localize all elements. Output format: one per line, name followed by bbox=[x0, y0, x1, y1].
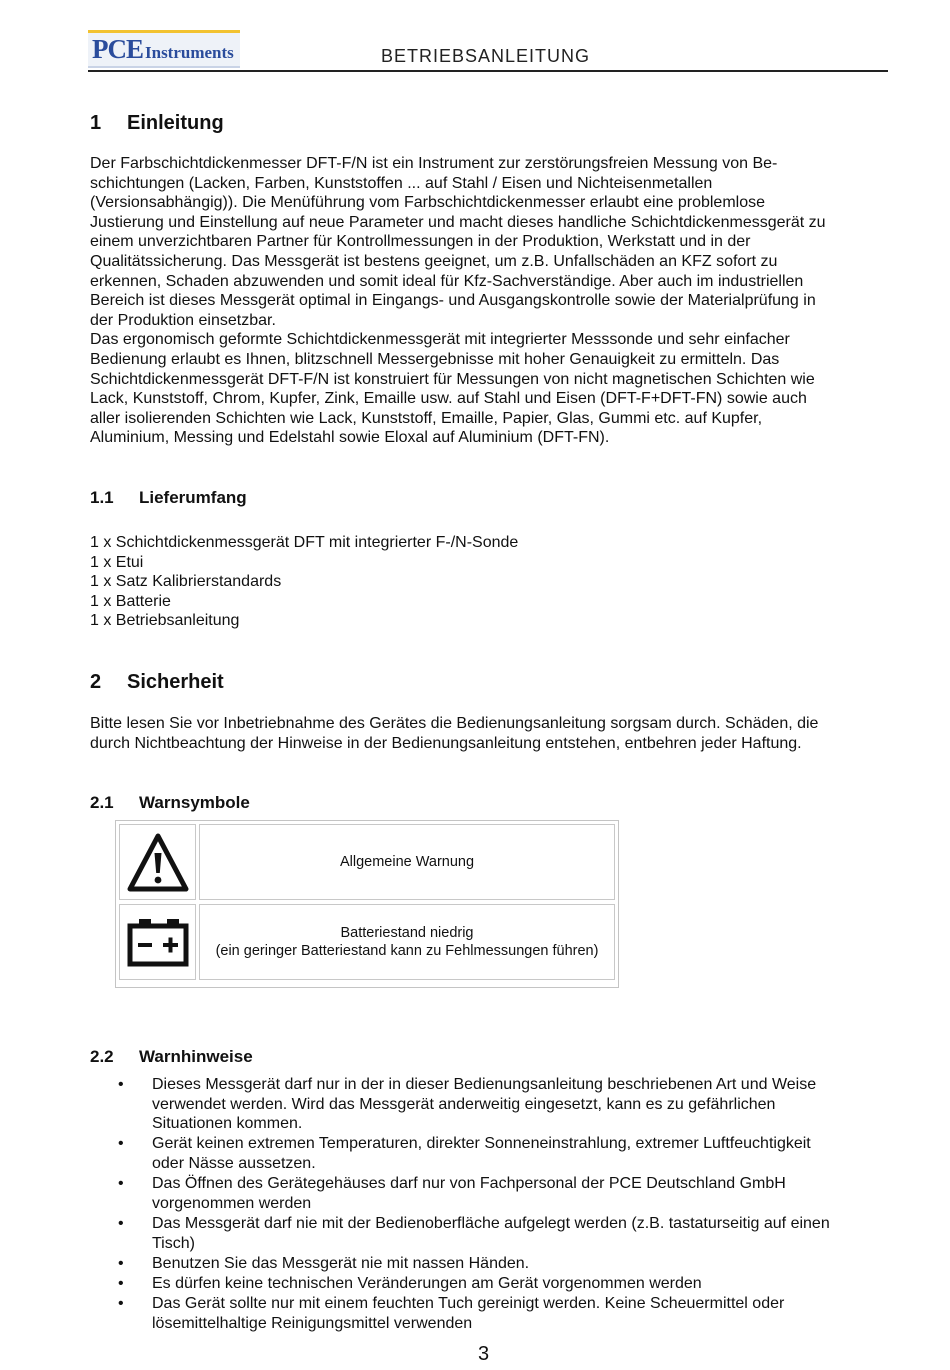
body-line: Der Farbschichtdickenmesser DFT-F/N ist ein Instrument zur zerstörungsfreien Messung von Be- bbox=[90, 155, 778, 172]
bullet-icon: • bbox=[118, 1135, 124, 1153]
delivery-item: 1 x Satz Kalibrierstandards bbox=[90, 573, 282, 591]
section-title: Warnsymbole bbox=[139, 793, 250, 812]
battery-low-icon bbox=[127, 913, 189, 973]
body-line: Bitte lesen Sie vor Inbetriebnahme des Gerätes die Bedienungsanleitung sorgsam durch. Schäden, die bbox=[90, 715, 819, 732]
bullet-icon: • bbox=[118, 1175, 124, 1193]
list-item-line: oder Nässe aussetzen. bbox=[152, 1154, 316, 1172]
section-number: 2.1 bbox=[90, 793, 114, 812]
section-title: Sicherheit bbox=[127, 671, 224, 693]
body-line: Bedienung erlaubt es Ihnen, blitzschnell Messergebnisse mit hoher Genauigkeit zu ermitteln. Das bbox=[90, 350, 780, 368]
body-line: einem unverzichtbaren Partner für Kontrollmessungen in der Produktion, Werkstatt und in der bbox=[90, 233, 751, 251]
section-2-body bbox=[90, 714, 900, 753]
body-line: (Versionsabhängig)). Die Menüführung vom Farbschichtdickenmesser erlaubt eine problemlose bbox=[90, 194, 766, 212]
list-item-line: Es dürfen keine technischen Veränderungen am Gerät vorgenommen werden bbox=[152, 1274, 702, 1292]
section-2-heading bbox=[90, 671, 224, 694]
section-title: Lieferumfang bbox=[139, 488, 247, 507]
section-2-1-heading bbox=[90, 793, 250, 813]
text-cell bbox=[199, 824, 615, 900]
logo-instruments: Instruments bbox=[145, 43, 234, 62]
list-item-line: Dieses Messgerät darf nur in der in dieser Bedienungsanleitung beschriebenen Art und Weise bbox=[152, 1076, 817, 1093]
section-title: Einleitung bbox=[127, 112, 224, 134]
section-1-heading bbox=[90, 112, 224, 135]
body-line: Schichtdickenmessgerät DFT-F/N ist konstruiert für Messungen von nicht magnetischen Schichten wie bbox=[90, 370, 815, 388]
list-item-line: Das Öffnen des Gerätegehäuses darf nur von Fachpersonal der PCE Deutschland GmbH bbox=[152, 1175, 786, 1193]
body-line: erkennen, Schaden abzuwenden und somit ideal für Kfz-Sachverständige. Aber auch im industriellen bbox=[90, 272, 804, 290]
icon-cell bbox=[119, 904, 196, 980]
warning-label: Batteriestand niedrig bbox=[340, 925, 474, 941]
list-item-line: Situationen kommen. bbox=[152, 1115, 303, 1133]
section-1-body bbox=[90, 154, 890, 448]
list-item bbox=[0, 1174, 950, 1213]
pce-instruments-logo bbox=[88, 30, 240, 68]
warning-description: (ein geringer Batteriestand kann zu Fehlmessungen führen) bbox=[215, 943, 599, 959]
delivery-list bbox=[90, 533, 518, 631]
list-item-line: Tisch) bbox=[152, 1234, 195, 1252]
list-item-line: Benutzen Sie das Messgerät nie mit nassen Händen. bbox=[152, 1254, 530, 1272]
text-cell bbox=[199, 904, 615, 980]
list-item-line: Das Messgerät darf nie mit der Bedienoberfläche aufgelegt werden (z.B. tastaturseitig auf einen bbox=[152, 1214, 830, 1232]
section-number: 1.1 bbox=[90, 488, 114, 507]
body-line: Qualitätssicherung. Das Messgerät ist bestens geeignet, um z.B. Unfallschäden an KFZ sofort zu bbox=[90, 252, 778, 270]
list-item-line: Das Gerät sollte nur mit einem feuchten Tuch gereinigt werden. Keine Scheuermittel oder bbox=[152, 1295, 785, 1313]
page-number: 3 bbox=[478, 1343, 490, 1365]
bullet-icon: • bbox=[118, 1254, 124, 1272]
logo-wordmark bbox=[92, 34, 234, 65]
list-item bbox=[0, 1214, 950, 1253]
header-divider bbox=[88, 70, 888, 72]
warning-symbol-row bbox=[119, 824, 615, 900]
body-line: schichtungen (Lacken, Farben, Kunststoffen ... auf Stahl / Eisen und Nichteisenmetallen bbox=[90, 174, 713, 192]
warning-triangle-icon bbox=[127, 833, 189, 893]
warning-symbol-row bbox=[119, 904, 615, 980]
bullet-icon: • bbox=[118, 1274, 124, 1292]
body-line: Aluminium, Messing und Edelstahl sowie Eloxal auf Aluminium (DFT-FN). bbox=[90, 429, 610, 447]
body-line: Justierung und Einstellung auf neue Parameter und macht dieses handliche Schichtdickenmessgerät zu bbox=[90, 213, 826, 231]
section-title: Warnhinweise bbox=[139, 1047, 253, 1066]
list-item-line: Gerät keinen extremen Temperaturen, direkter Sonneneinstrahlung, extremer Luftfeuchtigkeit bbox=[152, 1135, 811, 1153]
warning-notes-list bbox=[0, 1075, 950, 1334]
section-2-2-heading bbox=[90, 1047, 253, 1067]
list-item-line: vorgenommen werden bbox=[152, 1194, 312, 1212]
section-number: 1 bbox=[90, 112, 102, 134]
bullet-icon: • bbox=[118, 1076, 124, 1093]
body-line: Bereich ist dieses Messgerät optimal in Eingangs- und Ausgangskontrolle sowie der Materialprüfung in bbox=[90, 292, 816, 310]
list-item bbox=[0, 1294, 950, 1333]
body-line: Lack, Kunststoff, Chrom, Kupfer, Zink, Emaille usw. auf Stahl und Eisen (DFT-F+DFT-FN) sowie auch bbox=[90, 390, 807, 408]
section-number: 2.2 bbox=[90, 1047, 114, 1066]
list-item bbox=[0, 1254, 950, 1274]
body-line: durch Nichtbeachtung der Hinweise in der Bedienungsanleitung entstehen, entbehren jeder Haftung. bbox=[90, 734, 802, 752]
section-number: 2 bbox=[90, 671, 102, 693]
body-line: Das ergonomisch geformte Schichtdickenmessgerät mit integrierter Messsonde und sehr einfacher bbox=[90, 331, 790, 349]
body-line: der Produktion einsetzbar. bbox=[90, 311, 276, 329]
delivery-item: 1 x Etui bbox=[90, 553, 144, 571]
delivery-item: 1 x Betriebsanleitung bbox=[90, 612, 240, 630]
header-title: BETRIEBSANLEITUNG bbox=[381, 46, 591, 66]
icon-cell bbox=[119, 824, 196, 900]
delivery-item: 1 x Schichtdickenmessgerät DFT mit integrierter F-/N-Sonde bbox=[90, 534, 519, 551]
section-1-1-heading bbox=[90, 488, 247, 508]
warning-label: Allgemeine Warnung bbox=[339, 854, 475, 870]
list-item-line: verwendet werden. Wird das Messgerät anderweitig eingesetzt, kann es zu gefährlichen bbox=[152, 1095, 776, 1113]
list-item bbox=[0, 1075, 950, 1134]
body-line: aller isolierenden Schichten wie Lack, Kunststoff, Emaille, Papier, Glas, Gummi etc. auf Kupfer, bbox=[90, 409, 763, 427]
list-item bbox=[0, 1274, 950, 1294]
logo-stripe bbox=[88, 30, 240, 33]
bullet-icon: • bbox=[118, 1214, 124, 1232]
list-item bbox=[0, 1134, 950, 1173]
list-item-line: lösemittelhaltige Reinigungsmittel verwenden bbox=[152, 1314, 473, 1332]
logo-pce: PCE bbox=[92, 34, 143, 64]
bullet-icon: • bbox=[118, 1295, 124, 1313]
delivery-item: 1 x Batterie bbox=[90, 592, 171, 610]
warning-symbols-table bbox=[115, 820, 619, 988]
